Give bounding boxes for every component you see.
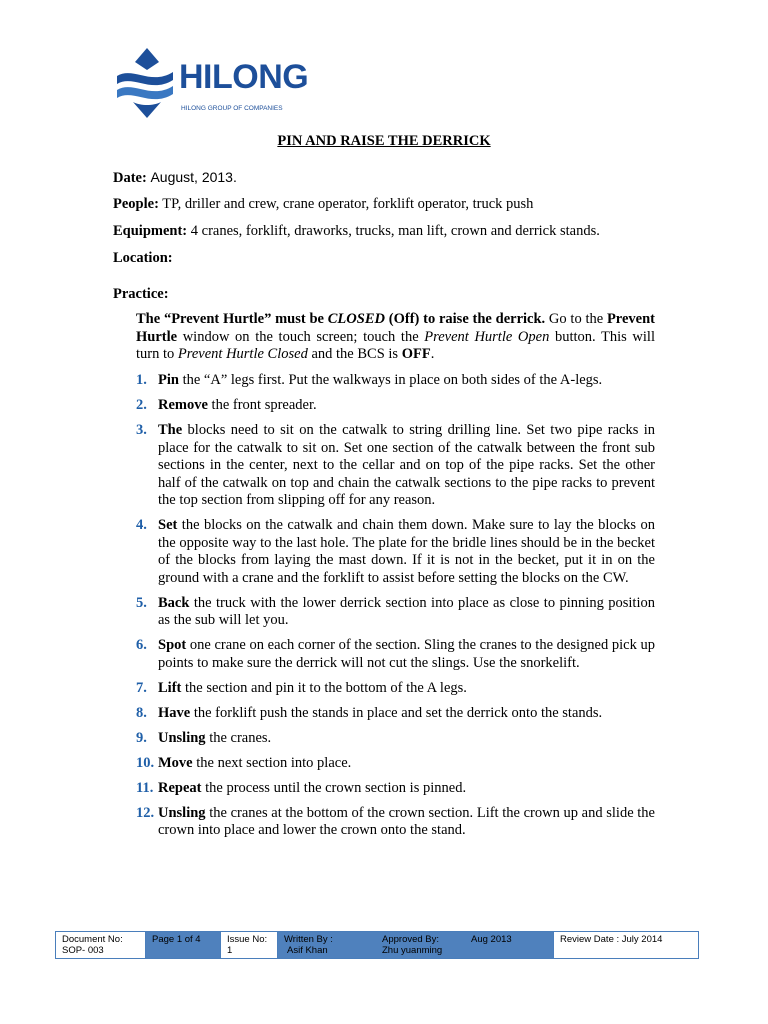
step-item [136,372,655,390]
step-text: the cranes at the bottom of the crown section. Lift the crown up and slide the crown into place and lower the crown onto the stand. [158,804,655,838]
footer-review-date: Review Date : July 2014 [560,934,663,945]
step-number: 12. [136,804,155,821]
intro-text-4: and the BCS is [307,346,402,362]
step-text: blocks need to sit on the catwalk to string drilling line. Set two pipe racks in place for the catwalk to sit on. Set one section of the catwalk between the front sub sections in the center, next to the cellar and on top of the pipe racks. Set the other half of the catwalk on top and chain the catwalk sections to the pipe racks to prevent the top section from slipping off for any reason. [158,422,655,508]
intro-bold-1: The “Prevent Hurtle” must be [136,311,328,327]
step-lead: Remove [158,397,208,413]
step-item [136,780,655,798]
location-label: Location: [113,250,173,266]
step-lead: The [158,422,183,438]
intro-open-button: Prevent Hurtle Open [424,328,550,345]
step-text: the blocks on the catwalk and chain them down. Make sure to lay the blocks on the opposite way to the last hole. The plate for the bridle lines should be in the becket of the blocks from laying the mast down. If it is not in the becket, put it in on the ground with a crane and the forklift to assist before setting the blocks on the CW. [158,517,655,586]
date-label: Date: [113,170,147,186]
footer-written-label: Written By : [284,934,333,945]
footer-approved-date: Aug 2013 [471,934,512,945]
step-item [136,680,655,698]
intro-text-5: . [430,346,435,362]
logo-brand-text: HILONG [179,58,309,96]
step-lead: Unsling [158,804,206,821]
step-text: the cranes. [205,729,272,746]
step-lead: Move [158,754,193,771]
footer-doc-no [56,932,146,958]
footer-review [554,932,698,958]
step-number: 8. [136,704,147,721]
step-text: the forklift push the stands in place and set the derrick onto the stands. [190,704,603,721]
intro-prevent-hurtle: Prevent Hurtle [136,311,655,345]
step-item [136,595,655,630]
step-item [136,730,655,748]
step-lead: Have [158,704,191,721]
practice-line [113,285,169,303]
step-lead: Spot [158,637,187,653]
step-text: the process until the crown section is pinned. [201,779,467,796]
step-item [136,805,655,840]
date-value: August, 2013. [150,169,237,185]
footer-issue-label: Issue No: [227,934,268,945]
step-lead: Repeat [158,779,202,796]
footer-doc-no-label: Document No: [62,934,123,945]
step-item [136,422,655,510]
equipment-label: Equipment: [113,223,188,239]
people-value: TP, driller and crew, crane operator, forklift operator, truck push [162,196,534,212]
document-footer-table [55,931,699,959]
footer-signoff [278,932,554,958]
footer-issue [221,932,278,958]
footer-approved-label: Approved By: [382,934,440,945]
company-logo [113,46,307,120]
step-number: 5. [136,594,147,611]
intro-text-1: Go to the [545,311,607,327]
step-text: the truck with the lower derrick section into place as close to pinning position as the sub will let you. [158,594,655,628]
step-text: the next section into place. [192,754,352,771]
footer-approved-value: Zhu yuanming [382,945,443,956]
hilong-waves-icon [113,46,177,120]
intro-text-3: button. This will turn to [136,328,655,362]
practice-label: Practice: [113,286,169,302]
footer-page-label: Page 1 of 4 [152,934,201,945]
footer-doc-no-value: SOP- 003 [62,945,104,956]
intro-paragraph [136,311,655,364]
step-lead: Unsling [158,729,206,746]
step-lead: Back [158,594,190,611]
intro-text-2: window on the touch screen; touch the [177,328,425,345]
footer-written-value: Asif Khan [287,945,328,956]
step-number: 2. [136,397,147,413]
step-number: 1. [136,372,147,388]
intro-closed-state: Prevent Hurtle Closed [177,346,308,362]
step-number: 3. [136,422,147,438]
step-number: 7. [136,679,147,696]
step-number: 10. [136,754,155,771]
step-item [136,637,655,672]
step-number: 6. [136,637,147,653]
intro-bold-2: (Off) to raise the derrick. [384,311,546,327]
step-text: the front spreader. [207,397,317,413]
step-item [136,705,655,723]
step-text: the “A” legs first. Put the walkways in place on both sides of the A-legs. [178,372,603,388]
procedure-steps [136,372,655,847]
step-text: one crane on each corner of the section. Sling the cranes to the designed pick up points to make sure the derrick will not cut the slings. Use the snorkelift. [158,637,655,671]
step-number: 4. [136,517,147,533]
step-text: the section and pin it to the bottom of the A legs. [181,679,467,696]
people-line [113,195,533,213]
step-number: 9. [136,729,147,746]
step-lead: Lift [158,679,182,696]
intro-off: OFF [401,346,431,362]
step-lead: Set [158,517,178,533]
step-item [136,397,655,415]
document-title: PIN AND RAISE THE DERRICK [277,133,491,149]
equipment-line [113,222,600,240]
step-item [136,755,655,773]
equipment-value: 4 cranes, forklift, draworks, trucks, man lift, crown and derrick stands. [190,223,600,239]
step-lead: Pin [158,372,179,388]
people-label: People: [113,196,159,212]
footer-page [146,932,221,958]
intro-closed: CLOSED [327,311,385,327]
date-line [113,168,237,187]
step-item [136,517,655,587]
logo-subtitle: HILONG GROUP OF COMPANIES [181,105,283,112]
step-number: 11. [136,779,154,796]
location-line [113,249,173,267]
footer-issue-value: 1 [227,945,233,956]
